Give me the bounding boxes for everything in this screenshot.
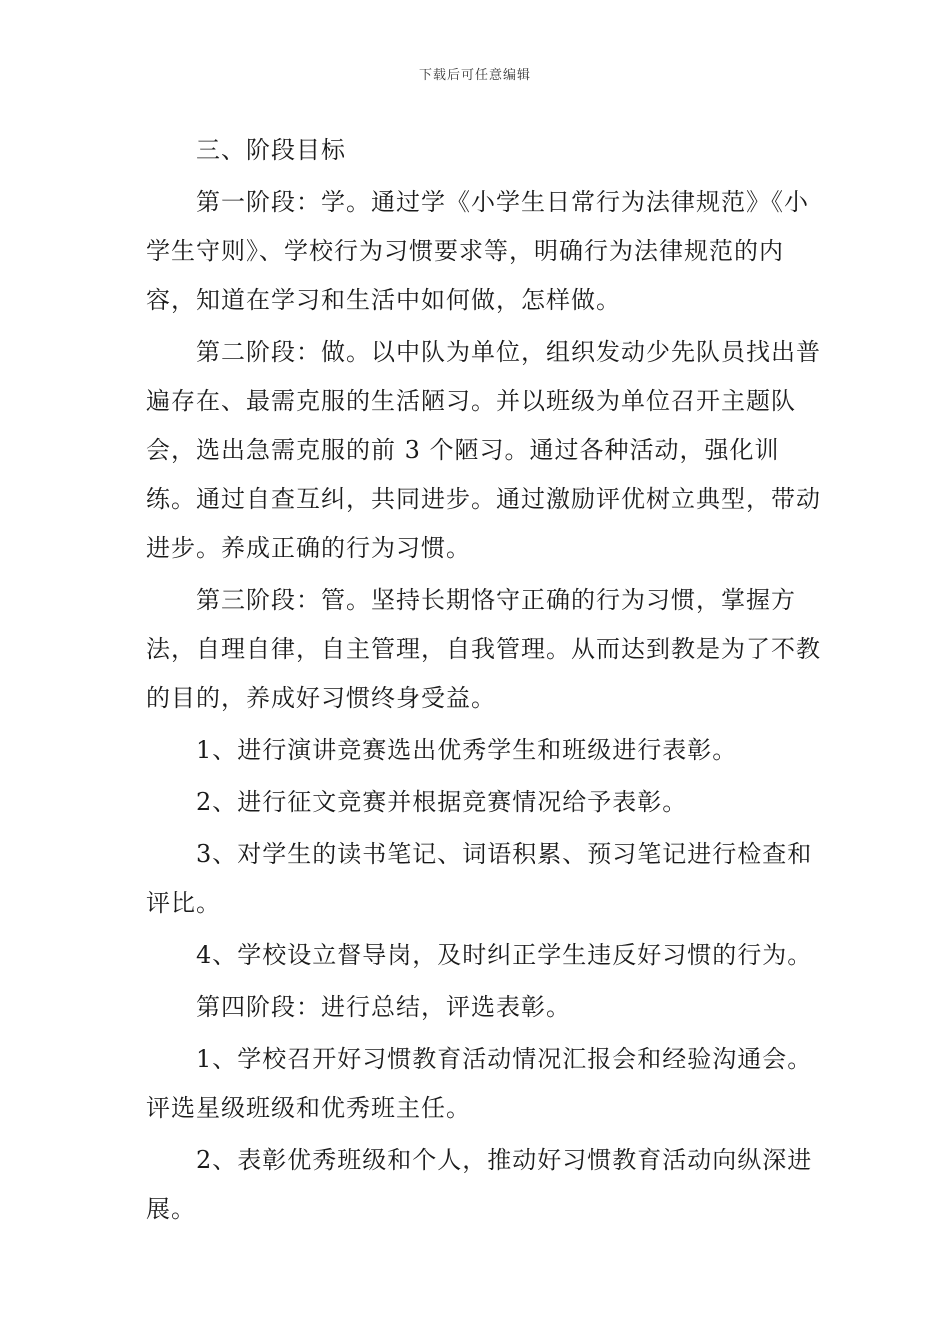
list-item-2: 2、进行征文竞赛并根据竞赛情况给予表彰。 <box>196 788 688 816</box>
list-item-4: 4、学校设立督导岗，及时纠正学生违反好习惯的行为。 <box>196 941 813 969</box>
paragraph-stage-4: 第四阶段：进行总结，评选表彰。 <box>196 993 571 1021</box>
section-heading: 三、阶段目标 <box>196 136 346 164</box>
page-header: 下载后可任意编辑 <box>418 68 531 83</box>
list-item-1: 1、进行演讲竞赛选出优秀学生和班级进行表彰。 <box>196 736 738 764</box>
document-body <box>146 126 826 1234</box>
paragraph-stage-3: 第三阶段：管。坚持长期恪守正确的行为习惯，掌握方法，自理自律，自主管理，自我管理。从而达到教是为了不教的目的，养成好习惯终身受益。 <box>146 586 821 712</box>
paragraph-stage-2: 第二阶段：做。以中队为单位，组织发动少先队员找出普遍存在、最需克服的生活陋习。并以班级为单位召开主题队会，选出急需克服的前 3 个陋习。通过各种活动，强化训练。通过自查互纠，共同进步。通过激励评优树立典型，带动进步。养成正确的行为习惯。 <box>146 338 821 562</box>
list-item-stage4-2: 2、表彰优秀班级和个人，推动好习惯教育活动向纵深进展。 <box>146 1146 813 1223</box>
list-item-3: 3、对学生的读书笔记、词语积累、预习笔记进行检查和评比。 <box>146 840 813 917</box>
list-item-stage4-1: 1、学校召开好习惯教育活动情况汇报会和经验沟通会。评选星级班级和优秀班主任。 <box>146 1045 813 1122</box>
paragraph-stage-1: 第一阶段：学。通过学《小学生日常行为法律规范》《小学生守则》、学校行为习惯要求等，明确行为法律规范的内容，知道在学习和生活中如何做，怎样做。 <box>146 188 809 314</box>
